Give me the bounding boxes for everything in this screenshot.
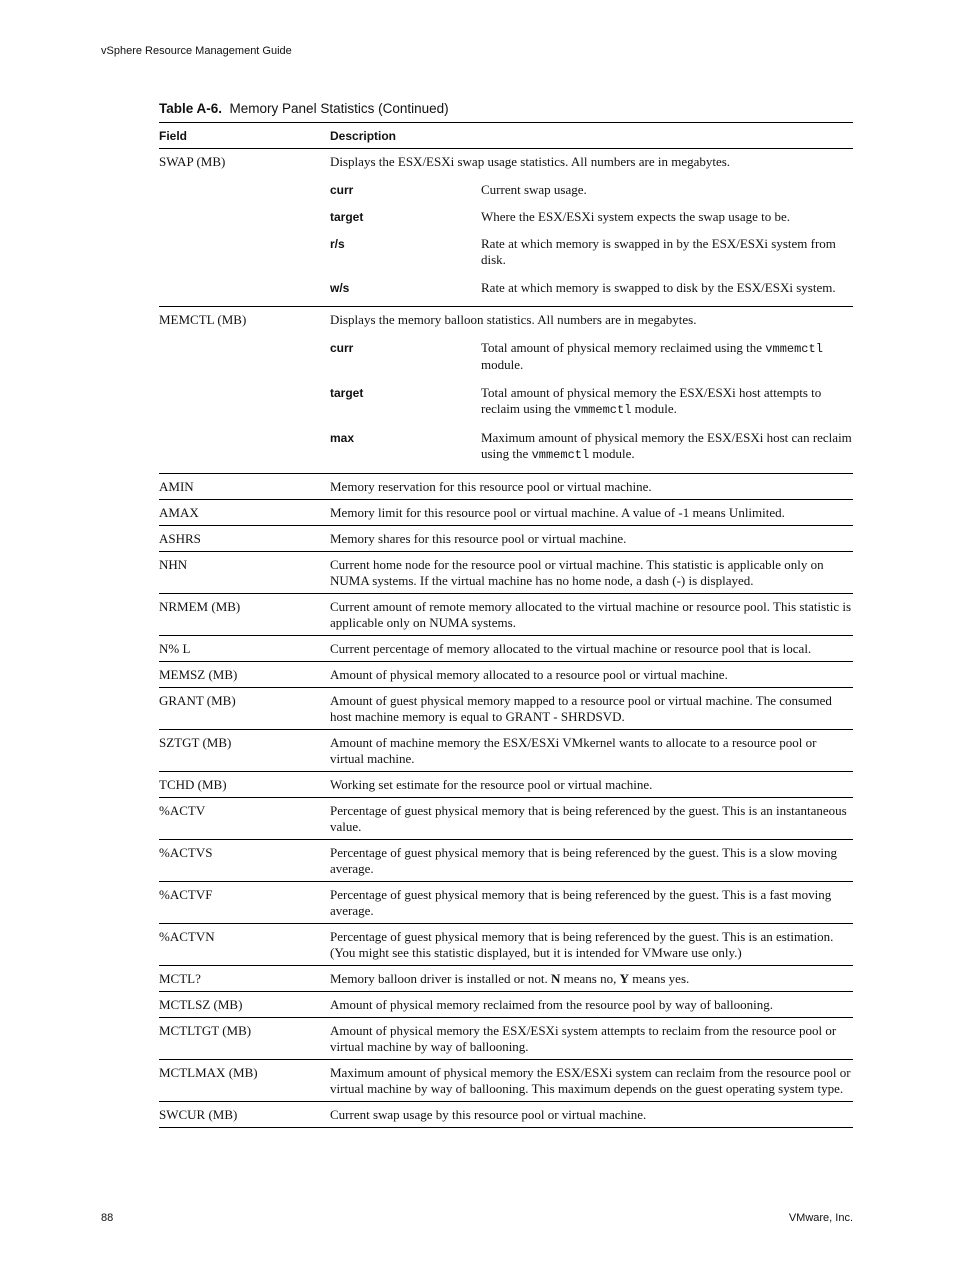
field-cell: MCTL? [159,971,201,986]
sub-row [330,182,853,198]
field-cell: MCTLMAX (MB) [159,1065,258,1080]
description-cell [330,154,853,296]
table-caption-label: Table A-6. [159,101,223,116]
description-cell: Memory reservation for this resource pool or virtual machine. [330,479,652,494]
bold-y: Y [619,971,629,986]
field-cell: TCHD (MB) [159,777,227,792]
table-row [159,552,853,594]
sub-description-text: Total amount of physical memory reclaimed using the [481,340,763,355]
sub-term: curr [330,341,354,355]
field-cell: MCTLTGT (MB) [159,1023,252,1038]
sub-term: target [330,386,364,400]
sub-description-text: module. [481,357,524,372]
sub-description: Current swap usage. [481,182,587,197]
table-row [159,688,853,730]
table-caption [159,101,449,116]
code-vmmemctl: vmmemctl [573,403,632,417]
field-cell: N% L [159,641,191,656]
field-cell: MCTLSZ (MB) [159,997,243,1012]
table-row-memctl [159,307,853,474]
description-text: Displays the ESX/ESXi swap usage statistics. All numbers are in megabytes. [330,154,731,169]
sub-description: Rate at which memory is swapped to disk by the ESX/ESXi system. [481,280,836,295]
sub-row [330,236,853,268]
sub-row [330,209,853,225]
running-header: vSphere Resource Management Guide [101,45,292,57]
sub-description [481,385,853,418]
sub-term: target [330,210,364,224]
description-cell: Percentage of guest physical memory that is being referenced by the guest. This is an instantaneous value. [330,803,847,834]
table-row [159,882,853,924]
footer-company: VMware, Inc. [788,1212,853,1224]
table-row [159,772,853,798]
description-cell: Amount of machine memory the ESX/ESXi VMkernel wants to allocate to a resource pool or virtual machine. [330,735,817,766]
description-cell: Memory limit for this resource pool or virtual machine. A value of -1 means Unlimited. [330,505,785,520]
field-cell: %ACTVS [159,845,213,860]
description-cell: Current percentage of memory allocated to the virtual machine or resource pool that is local. [330,641,812,656]
field-cell: %ACTVF [159,887,213,902]
sub-description-text: module. [634,401,677,416]
description-cell [330,971,853,987]
sub-term: w/s [330,281,350,295]
sub-description-text: Total amount of physical memory the ESX/ESXi host attempts to reclaim using the [481,385,822,416]
table-row [159,1018,853,1060]
code-vmmemctl: vmmemctl [765,342,823,356]
table-row [159,840,853,882]
column-header-description: Description [330,128,397,143]
description-cell: Current home node for the resource pool or virtual machine. This statistic is applicable only on NUMA systems. If the virtual machine has no home node, a dash (-) is displayed. [330,557,824,588]
field-cell: GRANT (MB) [159,693,236,708]
description-cell: Percentage of guest physical memory that is being referenced by the guest. This is a slow moving average. [330,845,837,876]
field-cell: AMAX [159,505,199,520]
field-cell: SWCUR (MB) [159,1107,238,1122]
table-row [159,798,853,840]
description-cell: Current swap usage by this resource pool or virtual machine. [330,1107,647,1122]
field-cell: SWAP (MB) [159,154,226,169]
description-cell: Percentage of guest physical memory that is being referenced by the guest. This is an estimation. (You might see this statistic displayed, but it is intended for VMware use only.) [330,929,834,960]
sub-description-text: module. [592,446,635,461]
sub-row [330,340,853,373]
description-cell [330,312,853,463]
field-cell: ASHRS [159,531,201,546]
description-cell: Current amount of remote memory allocated to the virtual machine or resource pool. This statistic is applicable only on NUMA systems. [330,599,852,630]
field-cell: NRMEM (MB) [159,599,241,614]
table-row-mctl [159,966,853,992]
description-cell: Amount of physical memory reclaimed from the resource pool by way of ballooning. [330,997,773,1012]
sub-term: curr [330,183,354,197]
table-row [159,636,853,662]
code-vmmemctl: vmmemctl [531,448,590,462]
description-cell: Maximum amount of physical memory the ESX/ESXi system can reclaim from the resource pool or virtual machine by way of ballooning. This maximum depends on the guest operating system type. [330,1065,851,1096]
table-row [159,1060,853,1102]
table-row-swap [159,149,853,307]
sub-description: Rate at which memory is swapped in by the ESX/ESXi system from disk. [481,236,836,267]
description-cell: Percentage of guest physical memory that is being referenced by the guest. This is a fast moving average. [330,887,832,918]
table-row [159,474,853,500]
field-cell: AMIN [159,479,194,494]
table-row [159,594,853,636]
description-text: means yes. [632,971,690,986]
field-cell: MEMCTL (MB) [159,312,247,327]
sub-term: r/s [330,237,345,251]
table-row [159,730,853,772]
sub-row [330,430,853,463]
description-cell: Amount of physical memory the ESX/ESXi system attempts to reclaim from the resource pool or virtual machine by way of ballooning. [330,1023,837,1054]
table-row [159,500,853,526]
sub-row [330,280,853,296]
table-row [159,1102,853,1128]
description-text: Displays the memory balloon statistics. All numbers are in megabytes. [330,312,697,327]
table-row [159,992,853,1018]
field-cell: NHN [159,557,188,572]
bold-n: N [550,971,561,986]
sub-row [330,385,853,418]
table-row [159,924,853,966]
description-cell: Amount of physical memory allocated to a resource pool or virtual machine. [330,667,728,682]
field-cell: %ACTVN [159,929,215,944]
page-number: 88 [101,1212,114,1224]
table-caption-text: Memory Panel Statistics (Continued) [229,101,449,116]
description-cell: Working set estimate for the resource pool or virtual machine. [330,777,653,792]
field-cell: %ACTV [159,803,206,818]
description-text: means no, [563,971,617,986]
description-text: Memory balloon driver is installed or not. [330,971,548,986]
sub-term: max [330,431,355,445]
memory-panel-table [159,122,853,1128]
field-cell: MEMSZ (MB) [159,667,238,682]
table-row [159,662,853,688]
sub-description [481,430,853,463]
sub-description [481,340,853,373]
description-cell: Memory shares for this resource pool or virtual machine. [330,531,627,546]
sub-description: Where the ESX/ESXi system expects the swap usage to be. [481,209,791,224]
column-header-field: Field [159,128,188,143]
table-row [159,526,853,552]
sub-description-text: Maximum amount of physical memory the ESX/ESXi host can reclaim using the [481,430,852,461]
description-cell: Amount of guest physical memory mapped to a resource pool or virtual machine. The consumed host machine memory is equal to GRANT - SHRDSVD. [330,693,832,724]
field-cell: SZTGT (MB) [159,735,232,750]
table-header-row [159,123,853,149]
